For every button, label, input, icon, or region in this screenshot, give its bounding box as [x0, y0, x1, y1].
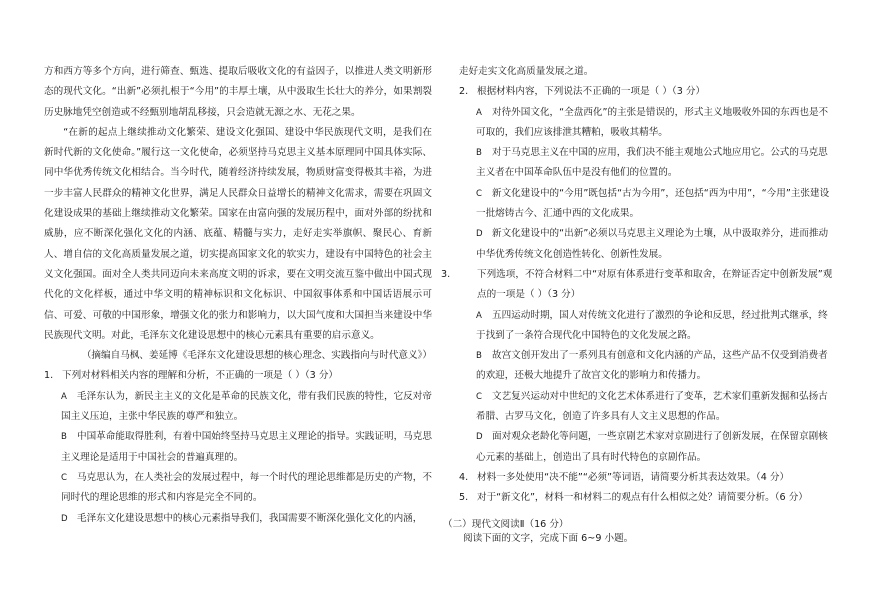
left-column — [44, 62, 432, 529]
passage-paragraph-1: 方和西方等多个方向，进行筛查、甄选、提取后吸收文化的有益因子，以推进人类文明新形态的现代文化。“出新”必须扎根于“今用”的丰厚土壤，从中汲取生长壮大的养分，如果割裂历史脉地凭空创造或不经甄别地胡乱移接，只会造就无源之水、无花之果。 — [44, 66, 432, 118]
question-1-option-d-continuation: 走好走实文化高质量发展之道。 — [459, 66, 594, 77]
question-2-option-c: C 新文化建设中的“今用”既包括“古为今用”，还包括“西为中用”，“今用”主张建设一批熔铸古今、汇通中西的文化成果。 — [476, 187, 830, 220]
question-4: 4. 材料一多处使用“决不能”“必须”等词语，请简要分析其表达效果。（4 分） — [459, 471, 790, 483]
question-2-number: 2. — [459, 86, 469, 98]
question-1 — [44, 366, 432, 528]
question-1-stem: 下列对材料相关内容的理解和分析，不正确的一项是（ ）（3 分） — [62, 370, 339, 382]
passage-paragraph-2: “在新的起点上继续推动文化繁荣、建设文化强国、建设中华民族现代文明，是我们在新时代新的文化使命。”履行这一文化使命，必须坚持马克思主义基本原理同中国具体实际、同中华优秀传统文化相结合。当今时代，随着经济持续发展，物质财富变得极其丰裕，为进一步丰富人民群众的精神文化世界，满足人民群众日益增长的精神文化需求，需要在巩固文化建设成果的基础上继续推动文化繁荣。国家在由富向强的发展历程中，面对外部的纷扰和威胁，应不断深化强化文化的内涵、底蕴、精髓与实力，走好走实举旗帜、聚民心、育新人、增自信的文化高质量发展之道，切实提高国家文化的软实力，建设有中国特色的社会主义文化强国。面对全人类共同迈向未来高度文明的诉求，要在文明交流互鉴中做出中国式现代化的文化样板，通过中华文明的精神标识和文化标识、中国叙事体系和中国话语展示可信、可爱、可敬的中国形象，增强文化的张力和影响力，以大国气度和大国担当来建设中华民族现代文明。对此，毛泽东文化建设思想中的核心元素具有重要的启示意义。 — [44, 126, 432, 341]
question-2-option-b: B 对于马克思主义在中国的应用，我们决不能主观地公式地应用它。公式的马克思主义者在中国革命队伍中是没有他们的位置的。 — [476, 147, 828, 179]
passage-source: （摘编自马枫、姜延博《毛泽东文化建设思想的核心理念、实践指向与时代意义》） — [81, 350, 432, 362]
question-3-stem: 下列选项，不符合材料二中“对原有体系进行变革和取舍，在辩证否定中创新发展”观点的一项是（ ）（3 分） — [477, 268, 833, 301]
right-column — [441, 62, 835, 549]
question-1-option-d: D 毛泽东文化建设思想中的核心元素指导我们，我国需要不断深化强化文化的内涵， — [61, 512, 423, 524]
question-3 — [441, 265, 835, 468]
question-2-option-d: D 新文化建设中的“出新”必须以马克思主义理论为土壤，从中汲取养分，进而推动中华优秀传统文化创造性转化、创新性发展。 — [476, 228, 829, 260]
question-2-option-a: A 对待外国文化，“全盘西化”的主张是错误的，形式主义地吸收外国的东西也是不可取的，我们应该排泄其糟粕，吸收其精华。 — [476, 106, 829, 138]
question-3-option-a: A 五四运动时期，国人对传统文化进行了激烈的争论和反思，经过批判式继承，终于找到了一条符合现代化中国特色的文化发展之路。 — [476, 309, 828, 341]
question-5: 5. 对于“新文化”，材料一和材料二的观点有什么相似之处？请简要分析。（6 分） — [459, 492, 808, 504]
question-1-option-a: A 毛泽东认为，新民主主义的文化是革命的民族文化，带有我们民族的特性，它反对帝国主义压迫，主张中华民族的尊严和独立。 — [61, 390, 432, 423]
question-3-option-d: D 面对观众老龄化等问题，一些京剧艺术家对京剧进行了创新发展，在保留京剧核心元素的基础上，创造出了具有时代特色的京剧作品。 — [476, 431, 828, 463]
question-2 — [459, 82, 835, 265]
question-1-number: 1. — [44, 370, 54, 382]
section-instruction: 阅读下面的文字，完成下面 6~9 小题。 — [463, 532, 634, 544]
question-3-option-b: B 故宫文创开发出了一系列具有创意和文化内涵的产品，这些产品不仅受到消费者的欢迎，还极大地提升了故宫文化的影响力和传播力。 — [476, 350, 828, 382]
question-3-option-c: C 文艺复兴运动对中世纪的文化艺术体系进行了变革，艺术家们重新发掘和弘扬古希腊、古罗马文化，创造了许多具有人文主义思想的作品。 — [476, 390, 828, 423]
question-1-option-b: B 中国革命能取得胜利，有着中国始终坚持马克思主义理论的指导。实践证明，马克思主义理论是适用于中国社会的普遍真理的。 — [61, 431, 432, 463]
question-2-stem: 根据材料内容，下列说法不正确的一项是（ ）（3 分） — [477, 86, 706, 98]
section-title: （二）现代文阅读Ⅱ（16 分） — [443, 518, 569, 530]
question-3-number: 3. — [441, 268, 451, 280]
question-1-option-c: C 马克思认为，在人类社会的发展过程中，每一个时代的理论思维都是历史的产物，不同时代的理论思维的形式和内容是完全不同的。 — [61, 471, 432, 504]
